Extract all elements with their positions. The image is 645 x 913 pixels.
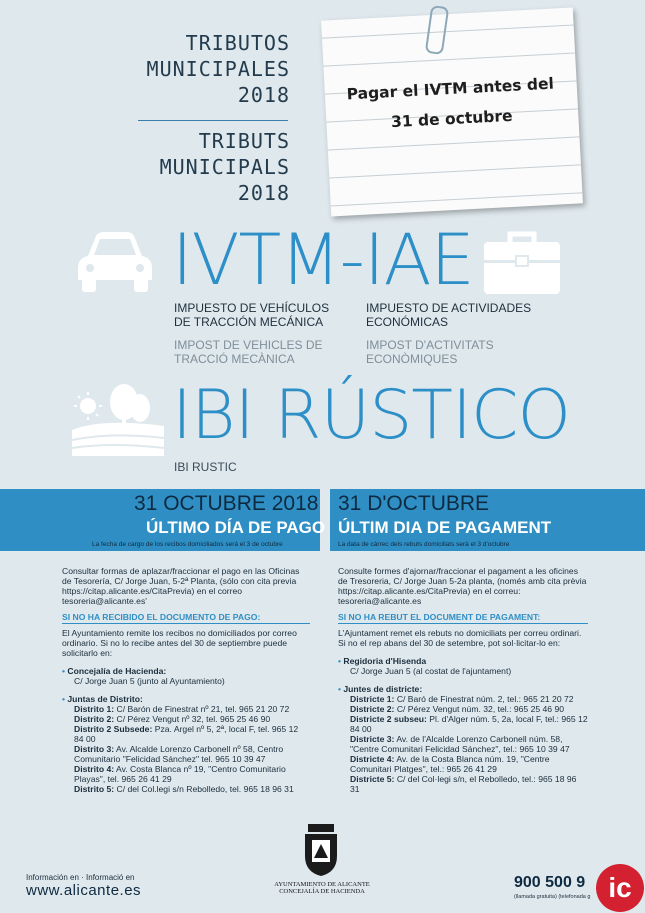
district-name: Districte 5: <box>350 774 395 784</box>
district-text: Av. Costa Blanca nº 19, "Centro Comunitario Playas", tel. 965 26 41 29 <box>74 764 286 784</box>
label-line: DE TRACCIÓN MECÁNICA <box>174 315 324 329</box>
footer-org <box>252 881 392 895</box>
title-es <box>110 30 290 108</box>
district-name: Districte 2 subseu: <box>350 714 427 724</box>
juntas-label: • Juntas de Distrito: <box>62 694 310 704</box>
deadline-label-va: ÚLTIM DIA DE PAGAMENT <box>338 518 552 537</box>
footer-website-link[interactable]: www.alicante.es <box>26 882 142 899</box>
title-va-line: 2018 <box>237 181 290 205</box>
note-line: 31 de octubre <box>390 106 513 132</box>
district-text: Av. Alcalde Lorenzo Carbonell nº 58, Centro Comunitario "Felicidad Sánchez" tel. 965 10 39 47 <box>74 744 284 764</box>
district-text: C/ Pérez Vengut nº 32, tel. 965 25 46 90 <box>116 714 271 724</box>
footer-info <box>26 873 141 899</box>
info-column-es <box>62 566 310 794</box>
title-es-line: MUNICIPALES <box>146 57 290 81</box>
hacienda-label: • Regidoria d'Hisenda <box>338 656 588 666</box>
district-name: Distrito 3: <box>74 744 115 754</box>
activities-label-es <box>366 301 531 329</box>
district-item <box>350 704 588 714</box>
district-item <box>74 764 310 784</box>
footer-info-label: Información en · Informació en <box>26 873 135 882</box>
district-name: Districte 2: <box>350 704 395 714</box>
district-name: Districte 4: <box>350 754 395 764</box>
hacienda-address: C/ Jorge Juan 5 (junto al Ayuntamiento) <box>74 676 225 686</box>
district-name: Distrito 5: <box>74 784 115 794</box>
district-name: Districte 1: <box>350 694 395 704</box>
body-text: L'Ajuntament remet els rebuts no domiciliats per correu ordinari. Si no el rep abans del 30 de setembre, pot sol·licitar-lo en: <box>338 628 582 648</box>
district-text: C/ Pérez Vengut núm. 32, tel.: 965 25 46 90 <box>396 704 565 714</box>
intro-text: Consulte formes d'ajornar/fraccionar el pagament a les oficines de Tresoreria, C/ Jorge Juan 5-2a planta, (només amb cita prèvia https://citap.alicante.es/CitaPrevia) en el correu: tesoreria@alicante.es <box>338 566 587 606</box>
body-text: El Ayuntamiento remite los recibos no domiciliados por correo ordinario. Si no lo recibe antes del 30 de septiembre puede solicitarlo en: <box>62 628 297 658</box>
district-text: C/ Barón de Finestrat nº 21, tel. 965 21 20 72 <box>116 704 290 714</box>
district-name: Distrito 2: <box>74 714 115 724</box>
activities-label-va <box>366 338 494 366</box>
label-line: ECONÒMIQUES <box>366 352 458 366</box>
footer-phone: 900 500 9 <box>514 874 586 891</box>
deadline-label-es: ÚLTIMO DÍA DE PAGO <box>146 518 326 537</box>
district-text: C/ del Col·legi s/n, el Rebolledo, tel.: 965 18 96 31 <box>350 774 577 794</box>
district-item <box>350 714 588 734</box>
hacienda-label: • Concejalía de Hacienda: <box>62 666 310 676</box>
deadline-note-es: La fecha de cargo de los recibos domiciliados será el 3 de octubre <box>92 541 283 548</box>
org-line: AYUNTAMIENTO DE ALICANTE <box>274 881 370 888</box>
district-name: Districte 3: <box>350 734 395 744</box>
org-line: CONCEJALÍA DE HACIENDA <box>279 888 365 895</box>
ibi-heading: IBI RÚSTICO <box>172 376 571 455</box>
hacienda-address: C/ Jorge Juan 5 (al costat de l'ajuntament) <box>350 666 512 676</box>
district-item <box>350 754 588 774</box>
title-divider <box>138 120 288 121</box>
district-text: Pza. Argel nº 5, 2ª, local F, tel. 965 12 84 00 <box>74 724 299 744</box>
district-name: Distrito 2 Subsede: <box>74 724 153 734</box>
intro-text: Consultar formas de aplazar/fraccionar el pago en las Oficinas de Tesorería, C/ Jorge Juan, 5-2ª Planta, (sólo con cita previa https://citap.alicante.es/CitaPrevia) en el correo tesoreria@alicante.es' <box>62 566 300 606</box>
note-line: Pagar el IVTM antes del <box>346 74 555 104</box>
district-item <box>74 714 310 724</box>
district-item <box>74 724 310 744</box>
label-line: IMPUESTO DE VEHÍCULOS <box>174 301 330 315</box>
vehicles-label-es <box>174 301 329 329</box>
district-text: C/ Baró de Finestrat núm. 2, tel.: 965 21 20 72 <box>396 694 574 704</box>
district-list <box>338 694 588 794</box>
title-va-line: MUNICIPALS <box>159 155 290 179</box>
ivtm-heading: IVTM-IAE <box>172 219 474 301</box>
district-list <box>62 704 310 794</box>
deadline-date-es: 31 OCTUBRE 2018 <box>134 492 319 515</box>
district-item <box>350 694 588 704</box>
source-badge: ic <box>596 864 644 912</box>
info-column-va <box>338 566 588 794</box>
deadline-note-va: La data de càrrec dels rebuts domiciliats serà el 3 d'octubre <box>338 541 510 548</box>
district-name: Distrito 1: <box>74 704 115 714</box>
deadline-date-va: 31 D'OCTUBRE <box>338 492 490 515</box>
district-item <box>74 784 310 794</box>
district-item <box>74 704 310 714</box>
title-es-line: 2018 <box>237 83 290 107</box>
briefcase-icon <box>482 230 562 296</box>
district-item <box>350 734 588 754</box>
title-va <box>110 128 290 206</box>
district-text: Av. de l'Alcalde Lorenzo Carbonell núm. 58, "Centre Comunitari Felicidad Sánchez", tel.: 965 10 39 47 <box>350 734 570 754</box>
label-line: IMPUESTO DE ACTIVIDADES <box>366 301 532 315</box>
section-heading: SI NO HA REBUT EL DOCUMENT DE PAGAMENT: <box>338 612 588 624</box>
reminder-note-text <box>339 68 564 140</box>
district-name: Distrito 4: <box>74 764 115 774</box>
label-line: IMPOST D'ACTIVITATS <box>366 338 494 352</box>
district-text: C/ del Col.legi s/n Rebolledo, tel. 965 18 96 31 <box>116 784 294 794</box>
district-item <box>350 774 588 794</box>
coat-of-arms-icon <box>300 822 342 878</box>
label-line: TRACCIÓ MECÀNICA <box>174 352 295 366</box>
label-line: IMPOST DE VEHICLES DE <box>174 338 323 352</box>
car-icon <box>74 228 156 294</box>
district-text: Av. de la Costa Blanca núm. 19, "Centre Comunitari Platges", tel.: 965 26 41 29 <box>350 754 550 774</box>
title-va-line: TRIBUTS <box>198 129 290 153</box>
title-es-line: TRIBUTOS <box>185 31 290 55</box>
juntas-label: • Juntes de districte: <box>338 684 588 694</box>
section-heading: SI NO HA RECIBIDO EL DOCUMENTO DE PAGO: <box>62 612 310 624</box>
ibi-subtitle: IBI RUSTIC <box>174 460 237 474</box>
landscape-icon <box>72 382 164 456</box>
footer-phone-note: (llamada gratuita) (telefonada g <box>514 894 591 900</box>
label-line: ECONÓMICAS <box>366 315 449 329</box>
district-text: Pl. d'Alger núm. 5, 2a, local F, tel.: 965 12 84 00 <box>350 714 588 734</box>
district-item <box>74 744 310 764</box>
vehicles-label-va <box>174 338 322 366</box>
